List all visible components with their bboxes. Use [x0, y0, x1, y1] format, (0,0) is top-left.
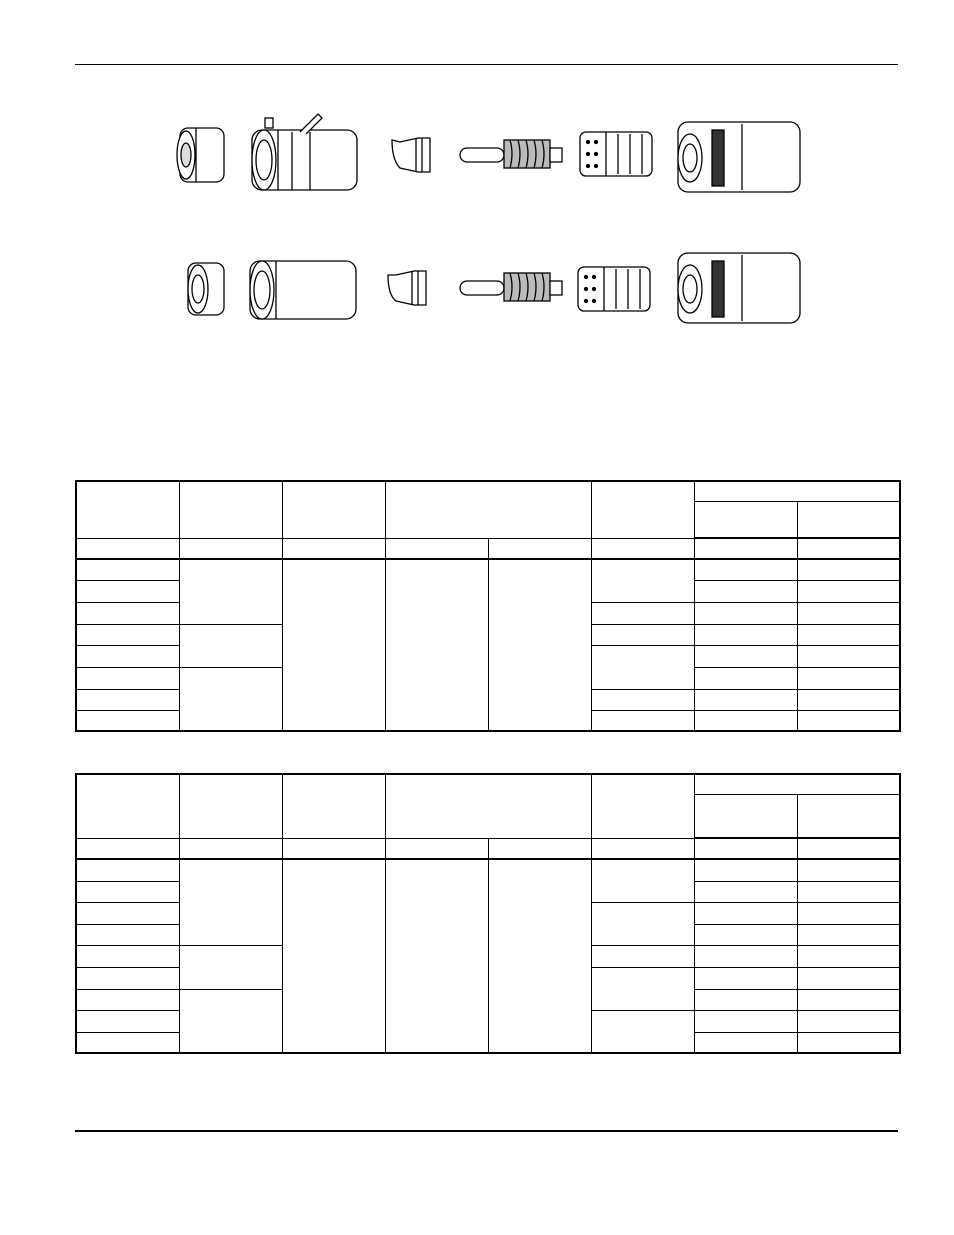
table-cell — [694, 559, 797, 580]
table-cell — [797, 838, 900, 859]
table-cell — [694, 710, 797, 731]
table-cell — [179, 859, 282, 945]
table-cell — [591, 967, 694, 1010]
table-cell — [179, 538, 282, 559]
consumables-figure-top — [160, 110, 820, 210]
table-cell — [179, 624, 282, 667]
table-cell — [694, 1032, 797, 1053]
header-cell — [694, 481, 900, 501]
header-rule — [75, 64, 898, 65]
table-cell — [694, 881, 797, 902]
table-cell — [694, 1010, 797, 1032]
retaining-cap-icon — [250, 261, 356, 319]
table-cell — [385, 559, 488, 731]
table-cell — [76, 667, 179, 689]
footer-rule — [75, 1130, 898, 1132]
swirl-ring-icon — [578, 267, 650, 311]
table-cell — [694, 794, 797, 838]
table-cell — [591, 774, 694, 838]
table-cell — [76, 580, 179, 602]
table-cell — [591, 838, 694, 859]
table-cell — [591, 689, 694, 710]
table-cell — [488, 859, 591, 1053]
table-cell — [76, 559, 179, 580]
nozzle-icon — [392, 138, 430, 172]
table-cell — [282, 559, 385, 731]
table-cell — [385, 838, 488, 859]
table-cell — [797, 989, 900, 1010]
table-cell — [76, 538, 179, 559]
table-cell — [694, 967, 797, 989]
table-cell — [282, 859, 385, 1053]
table-cell — [76, 1032, 179, 1053]
table-row — [76, 538, 900, 559]
table-cell — [179, 945, 282, 989]
table-cell — [76, 602, 179, 624]
table-cell — [76, 945, 179, 967]
table-cell — [694, 602, 797, 624]
table-cell — [179, 774, 282, 838]
table-cell — [797, 881, 900, 902]
table-cell — [76, 838, 179, 859]
nozzle-icon — [388, 271, 426, 305]
table-cell — [591, 945, 694, 967]
header-cell — [282, 481, 385, 538]
table-row — [76, 774, 900, 794]
table-cell — [76, 881, 179, 902]
table-cell — [694, 689, 797, 710]
table-cell — [591, 538, 694, 559]
table-cell — [694, 989, 797, 1010]
table-2 — [75, 773, 901, 1054]
header-cell — [179, 481, 282, 538]
table-row — [76, 859, 900, 881]
table-1 — [75, 480, 901, 732]
table-cell — [591, 559, 694, 602]
electrode-icon — [460, 273, 562, 301]
table-cell — [385, 859, 488, 1053]
electrode-icon — [460, 140, 562, 168]
table-cell — [179, 559, 282, 624]
table-cell — [385, 538, 488, 559]
table-cell — [797, 538, 900, 559]
table-cell — [797, 794, 900, 838]
table-cell — [76, 1010, 179, 1032]
table-cell — [797, 689, 900, 710]
table-cell — [797, 624, 900, 645]
table-cell — [797, 1032, 900, 1053]
table-cell — [797, 667, 900, 689]
table-cell — [797, 902, 900, 924]
table-cell — [76, 710, 179, 731]
table-cell — [282, 538, 385, 559]
table-cell — [282, 774, 385, 838]
header-cell — [797, 501, 900, 538]
table-cell — [76, 902, 179, 924]
table-cell — [591, 624, 694, 645]
table-cell — [76, 774, 179, 838]
table-cell — [694, 645, 797, 667]
table-cell — [179, 989, 282, 1053]
table-cell — [694, 924, 797, 945]
table-cell — [797, 580, 900, 602]
header-cell — [694, 501, 797, 538]
table-cell — [76, 689, 179, 710]
table-cell — [591, 859, 694, 902]
swirl-ring-icon — [580, 132, 652, 176]
shield-cap-icon — [188, 263, 224, 315]
torch-body-icon — [678, 253, 800, 323]
table-cell — [694, 580, 797, 602]
table-row — [76, 481, 900, 501]
table-cell — [797, 645, 900, 667]
table-cell — [591, 602, 694, 624]
table-cell — [76, 924, 179, 945]
table-cell — [797, 1010, 900, 1032]
table-cell — [797, 710, 900, 731]
table-cell — [797, 602, 900, 624]
table-cell — [694, 945, 797, 967]
header-cell — [591, 481, 694, 538]
header-cell — [385, 481, 591, 538]
table-cell — [179, 838, 282, 859]
table-row — [76, 838, 900, 859]
table-cell — [591, 645, 694, 689]
table-cell — [694, 859, 797, 881]
table-cell — [488, 538, 591, 559]
table-cell — [76, 645, 179, 667]
table-cell — [694, 538, 797, 559]
header-cell — [76, 481, 179, 538]
table-cell — [591, 710, 694, 731]
table-cell — [76, 967, 179, 989]
table-cell — [488, 838, 591, 859]
table-cell — [694, 902, 797, 924]
table-cell — [385, 774, 591, 838]
table-cell — [694, 624, 797, 645]
table-cell — [797, 559, 900, 580]
shield-cap-icon — [177, 128, 224, 182]
table-cell — [694, 774, 900, 794]
table-cell — [76, 624, 179, 645]
table-cell — [694, 838, 797, 859]
table-cell — [797, 967, 900, 989]
table-cell — [488, 559, 591, 731]
table-cell — [179, 667, 282, 731]
table-cell — [694, 667, 797, 689]
consumables-figure-bottom — [160, 245, 820, 345]
table-cell — [76, 859, 179, 881]
table-cell — [591, 902, 694, 945]
table-cell — [76, 989, 179, 1010]
table-cell — [282, 838, 385, 859]
table-cell — [797, 859, 900, 881]
table-cell — [797, 924, 900, 945]
table-cell — [797, 945, 900, 967]
torch-body-icon — [678, 122, 800, 192]
table-cell — [591, 1010, 694, 1053]
table-row — [76, 559, 900, 580]
retaining-cap-with-tab-icon — [252, 114, 357, 190]
